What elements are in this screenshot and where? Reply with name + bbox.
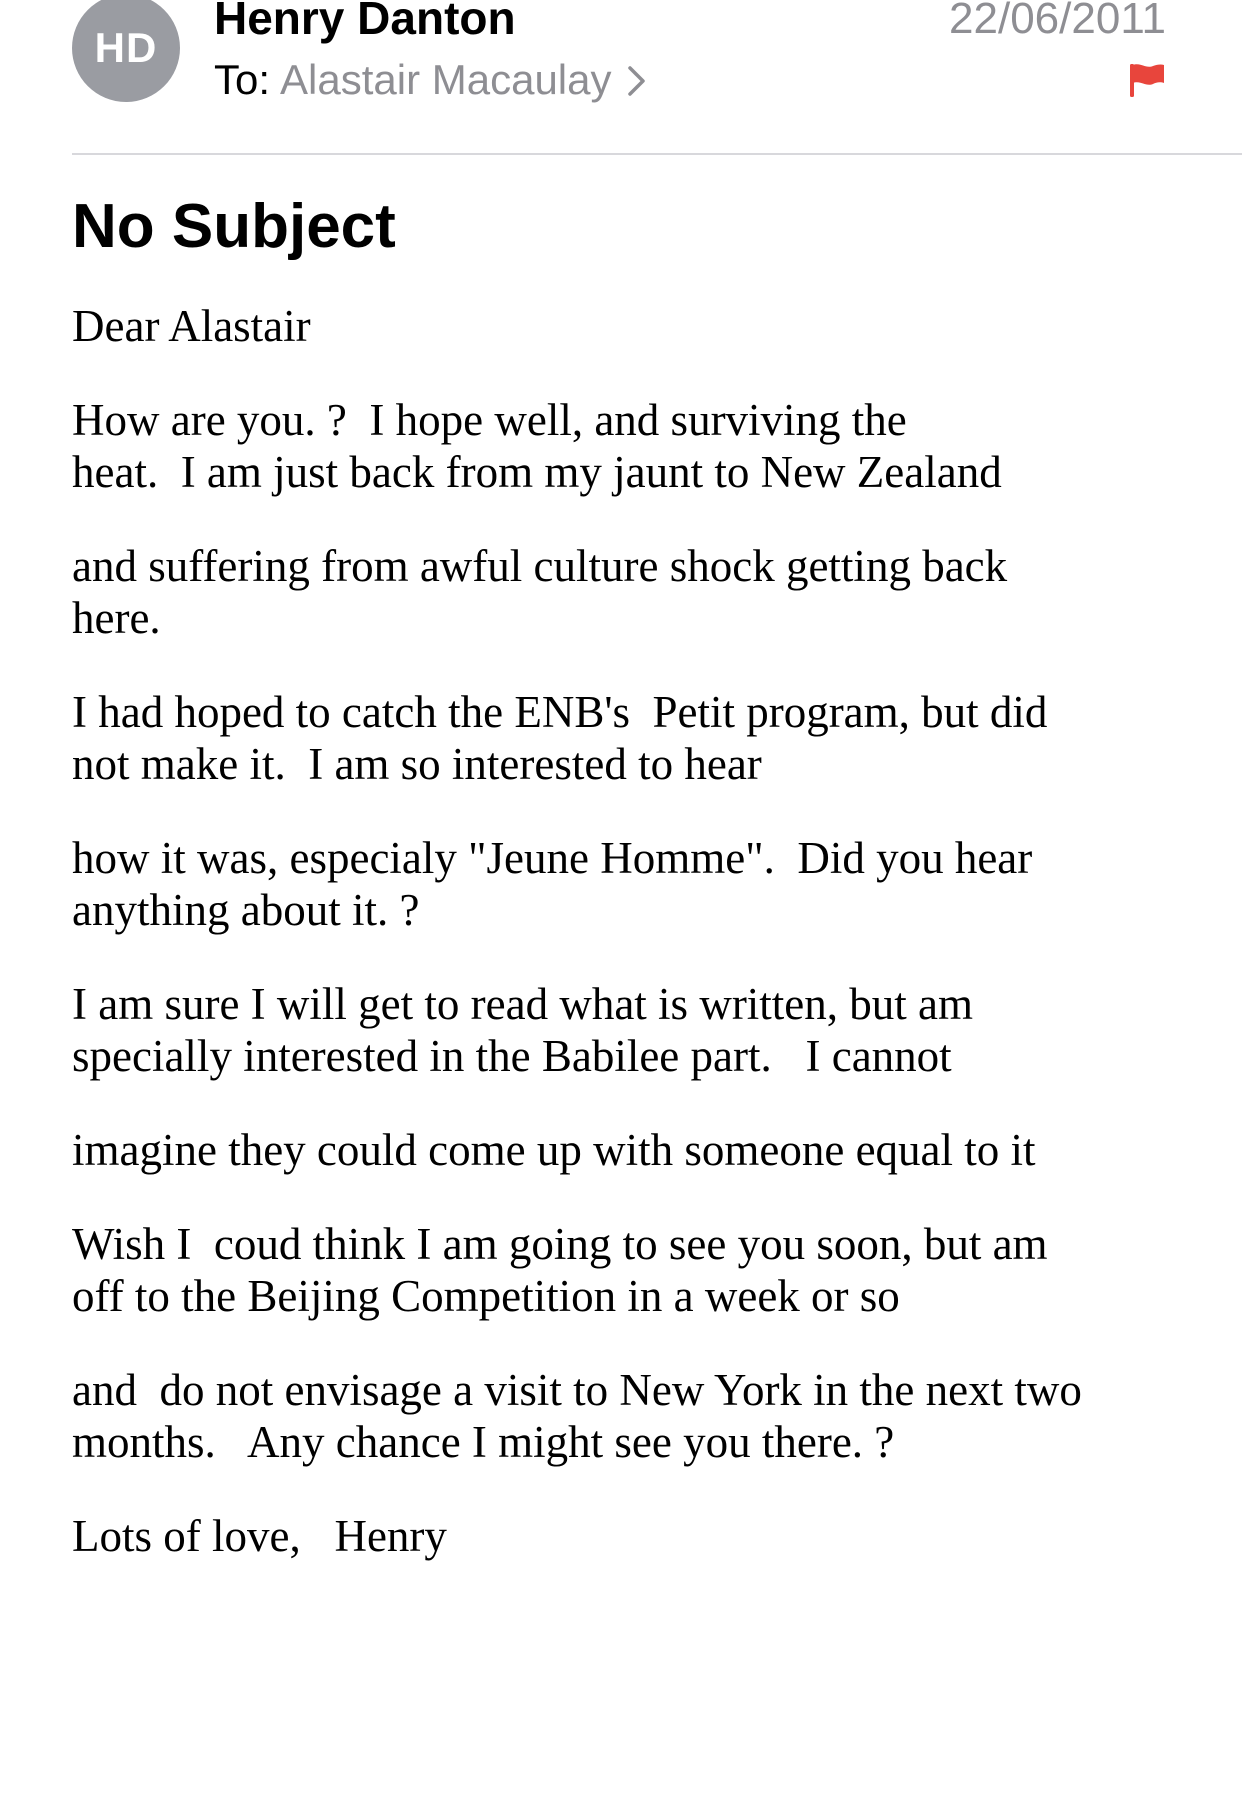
body-line: not make it. I am so interested to hear: [72, 739, 762, 789]
body-line: Lots of love, Henry: [72, 1511, 447, 1561]
message-date: 22/06/2011: [949, 0, 1166, 43]
to-label: To:: [214, 56, 271, 103]
body-line: off to the Beijing Competition in a week or so: [72, 1271, 900, 1321]
body-line: and do not envisage a visit to New York in the next two: [72, 1365, 1082, 1415]
avatar[interactable]: HD: [72, 0, 180, 102]
chevron-right-icon[interactable]: [626, 64, 648, 98]
body-line: How are you. ? I hope well, and surviving the: [72, 395, 907, 445]
body-line: here.: [72, 593, 161, 643]
body-line: specially interested in the Babilee part. I cannot: [72, 1031, 952, 1081]
flag-icon[interactable]: [1128, 62, 1166, 98]
message-header: [0, 0, 1242, 154]
body-line: how it was, especialy "Jeune Homme". Did you hear: [72, 833, 1033, 883]
body-line: heat. I am just back from my jaunt to New Zealand: [72, 447, 1002, 497]
recipient-name[interactable]: Alastair Macaulay: [280, 56, 612, 103]
body-line: Dear Alastair: [72, 301, 311, 351]
sender-name[interactable]: Henry Danton: [214, 0, 516, 44]
body-line: imagine they could come up with someone equal to it: [72, 1125, 1036, 1175]
body-line: I had hoped to catch the ENB's Petit program, but did: [72, 687, 1048, 737]
body-line: months. Any chance I might see you there. ?: [72, 1417, 895, 1467]
body-line: anything about it. ?: [72, 885, 420, 935]
recipient-row[interactable]: [214, 56, 648, 104]
header-divider: [72, 153, 1242, 155]
body-line: Wish I coud think I am going to see you soon, but am: [72, 1219, 1048, 1269]
body-line: and suffering from awful culture shock getting back: [72, 541, 1008, 591]
subject-title: No Subject: [72, 192, 396, 261]
body-line: I am sure I will get to read what is written, but am: [72, 979, 974, 1029]
